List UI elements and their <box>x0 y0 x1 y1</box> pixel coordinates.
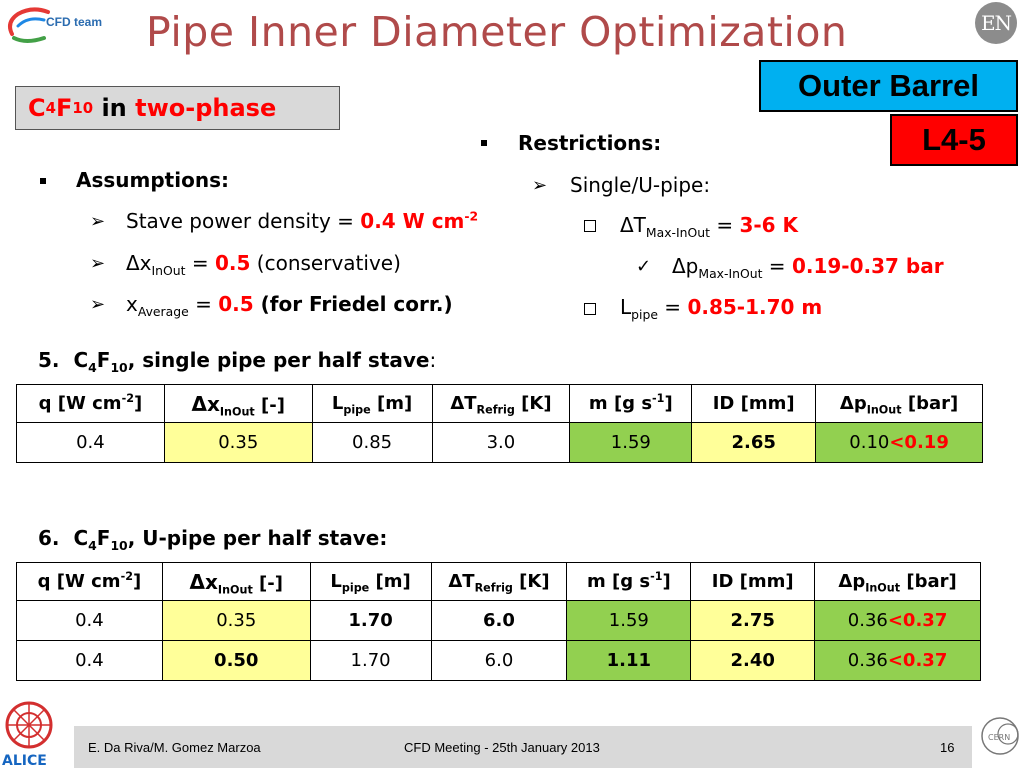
cell-dp <box>816 423 983 463</box>
col-dx-text: Δx <box>191 391 220 416</box>
cell-dp-limit: <0.37 <box>887 650 948 671</box>
cell-dp-value: 0.36 <box>847 610 888 631</box>
cern-logo <box>978 712 1022 762</box>
lp-value: 0.85-1.70 m <box>687 295 823 319</box>
restriction-lpipe <box>620 295 823 322</box>
cell-dp-value: 0.36 <box>847 650 888 671</box>
layers-badge: L4-5 <box>890 114 1018 166</box>
dp-sub: Max-InOut <box>698 266 763 281</box>
col-m-end: ] <box>664 393 673 414</box>
col-q-text: q [W cm <box>38 393 122 414</box>
cell-id: 2.75 <box>691 601 815 641</box>
cell-m: 1.59 <box>567 601 691 641</box>
s5-f: F <box>96 348 111 372</box>
col-lpipe <box>312 385 432 423</box>
checkbox-bullet-icon <box>584 220 596 232</box>
xavg-eq: = <box>188 292 219 316</box>
col-m-sup: -1 <box>652 392 665 405</box>
cell-dp <box>815 601 981 641</box>
arrow-bullet-icon: ➢ <box>90 211 106 232</box>
col-m <box>567 563 691 601</box>
col-q <box>17 563 163 601</box>
assumption-quality-average <box>126 292 453 319</box>
footer-page-number: 16 <box>940 740 955 755</box>
col-dt-sub: Refrig <box>474 581 513 595</box>
s6-n10: 10 <box>110 538 128 553</box>
col-dp-text: Δp <box>838 571 866 592</box>
s5-n10: 10 <box>110 360 128 375</box>
table-row <box>17 601 981 641</box>
power-density-sup: -2 <box>464 208 479 224</box>
xavg-label: x <box>126 292 138 316</box>
col-dt <box>431 563 567 601</box>
dx-suffix: (conservative) <box>250 251 401 275</box>
section-6-number: 6. <box>38 526 60 550</box>
power-density-value: 0.4 W cm <box>360 209 465 233</box>
col-dx-text: Δx <box>189 569 218 594</box>
col-id: ID [mm] <box>691 563 815 601</box>
cern-logo-text: CERN <box>988 733 1011 742</box>
s6-rest: , U-pipe per half stave: <box>127 526 388 550</box>
fluid-f: F <box>55 94 73 122</box>
s6-c: C <box>73 526 89 550</box>
dp-value: 0.19-0.37 bar <box>791 254 944 278</box>
col-dx-end: [-] <box>254 394 285 416</box>
footer-bar <box>74 726 972 768</box>
cell-dx: 0.35 <box>162 601 310 641</box>
assumption-quality-inout <box>126 251 401 278</box>
power-density-label: Stave power density = <box>126 209 361 233</box>
cell-id: 2.40 <box>691 641 815 681</box>
col-dp-end: [bar] <box>900 571 957 592</box>
col-q <box>17 385 165 423</box>
col-dt-sub: Refrig <box>476 403 515 417</box>
cfd-logo-text: CFD team <box>46 15 103 29</box>
cell-id: 2.65 <box>692 423 816 463</box>
dx-sub: InOut <box>151 263 186 278</box>
s5-c: C <box>73 348 89 372</box>
table-header-row <box>17 563 981 601</box>
arrow-bullet-icon: ➢ <box>532 175 548 196</box>
cell-lpipe: 1.70 <box>310 641 431 681</box>
col-dt-end: [K] <box>514 393 552 414</box>
col-dx-sub: InOut <box>219 405 255 419</box>
s5-n4: 4 <box>88 360 97 375</box>
col-dp-end: [bar] <box>901 393 959 414</box>
assumptions-heading: Assumptions: <box>76 168 229 192</box>
dp-eq: = <box>762 254 792 278</box>
lp-sub: pipe <box>631 307 658 322</box>
dt-value: 3-6 K <box>739 213 799 237</box>
dx-label: Δx <box>126 251 152 275</box>
s5-colon: : <box>429 348 437 372</box>
cell-dx: 0.50 <box>162 641 310 681</box>
table-single-pipe <box>16 384 983 463</box>
cell-dt: 3.0 <box>432 423 570 463</box>
arrow-bullet-icon: ➢ <box>90 253 106 274</box>
col-m <box>570 385 692 423</box>
col-dt <box>432 385 570 423</box>
arrow-bullet-icon: ➢ <box>90 294 106 315</box>
col-lp-end: [m] <box>369 571 411 592</box>
region-badge: Outer Barrel <box>759 60 1018 112</box>
en-department-logo: EN <box>975 2 1017 44</box>
cell-q: 0.4 <box>17 423 165 463</box>
xavg-sub: Average <box>137 304 189 319</box>
cell-lpipe: 1.70 <box>310 601 431 641</box>
fluid-label-box: C 4 F 10 in two-phase <box>15 86 340 130</box>
col-q-text: q [W cm <box>37 571 121 592</box>
col-m-sup: -1 <box>650 570 663 583</box>
page-title: Pipe Inner Diameter Optimization <box>146 8 848 56</box>
restrictions-bullet <box>481 140 487 146</box>
dx-eq: = <box>185 251 215 275</box>
col-lpipe <box>310 563 431 601</box>
col-dp <box>815 563 981 601</box>
table-row <box>17 641 981 681</box>
cell-dp-limit: <0.19 <box>889 432 949 453</box>
col-dt-text: ΔT <box>450 393 477 414</box>
cell-m: 1.59 <box>570 423 692 463</box>
s6-f: F <box>96 526 111 550</box>
col-lp-text: L <box>331 393 344 414</box>
col-q-sup: -2 <box>120 570 133 583</box>
dx-value: 0.5 <box>215 251 251 275</box>
col-dp-sub: InOut <box>865 581 901 595</box>
col-lp-sub: pipe <box>341 581 370 595</box>
cell-m: 1.11 <box>567 641 691 681</box>
col-lp-text: L <box>330 571 342 592</box>
assumption-power-density <box>126 209 478 233</box>
col-m-text: m [g s <box>588 393 653 414</box>
fluid-phase: two-phase <box>135 94 277 122</box>
col-dx-end: [-] <box>252 572 283 594</box>
col-lp-end: [m] <box>370 393 413 414</box>
cell-dp <box>815 641 981 681</box>
fluid-in: in <box>93 94 136 122</box>
footer-meeting: CFD Meeting - 25th January 2013 <box>404 740 600 755</box>
lp-eq: = <box>657 295 688 319</box>
col-dp-text: Δp <box>839 393 867 414</box>
col-dx-sub: InOut <box>217 583 253 597</box>
col-lp-sub: pipe <box>343 403 371 417</box>
restriction-dt <box>620 213 799 240</box>
section-6-heading <box>38 526 388 553</box>
restriction-pipe: Single/U-pipe: <box>570 173 711 197</box>
alice-logo <box>0 695 66 768</box>
section-5-heading <box>38 348 437 375</box>
col-dx <box>162 563 310 601</box>
dt-label: ΔT <box>620 213 646 237</box>
restriction-dp <box>672 254 944 281</box>
cell-lpipe: 0.85 <box>312 423 432 463</box>
alice-logo-text: ALICE <box>2 753 47 768</box>
table-row <box>17 423 983 463</box>
lp-label: L <box>620 295 632 319</box>
checkmark-bullet-icon: ✓ <box>636 256 652 277</box>
dp-label: Δp <box>672 254 699 278</box>
col-m-end: ] <box>662 571 671 592</box>
cell-dt: 6.0 <box>431 601 567 641</box>
col-q-sup: -2 <box>121 392 134 405</box>
col-dp <box>816 385 983 423</box>
col-dp-sub: InOut <box>866 403 902 417</box>
xavg-value: 0.5 <box>218 292 254 316</box>
restrictions-heading: Restrictions: <box>518 131 662 155</box>
footer-authors: E. Da Riva/M. Gomez Marzoa <box>88 740 261 755</box>
cell-q: 0.4 <box>17 601 163 641</box>
col-m-text: m [g s <box>586 571 651 592</box>
assumptions-bullet <box>40 178 46 184</box>
table-header-row <box>17 385 983 423</box>
s5-rest: , single pipe per half stave <box>127 348 430 372</box>
dt-eq: = <box>709 213 740 237</box>
fluid-c: C <box>28 94 46 122</box>
col-dx <box>164 385 312 423</box>
dt-sub: Max-InOut <box>645 225 710 240</box>
s6-n4: 4 <box>88 538 97 553</box>
cell-dp-limit: <0.37 <box>887 610 948 631</box>
xavg-suffix: (for Friedel corr.) <box>253 292 453 316</box>
col-dt-end: [K] <box>512 571 550 592</box>
cell-q: 0.4 <box>17 641 163 681</box>
col-q-end: ] <box>132 571 142 592</box>
checkbox-bullet-icon <box>584 303 596 315</box>
col-id: ID [mm] <box>692 385 816 423</box>
col-dt-text: ΔT <box>448 571 475 592</box>
table-u-pipe <box>16 562 981 681</box>
section-5-number: 5. <box>38 348 60 372</box>
cell-dt: 6.0 <box>431 641 567 681</box>
cell-dx: 0.35 <box>164 423 312 463</box>
col-q-end: ] <box>133 393 143 414</box>
cell-dp-value: 0.10 <box>849 432 890 453</box>
